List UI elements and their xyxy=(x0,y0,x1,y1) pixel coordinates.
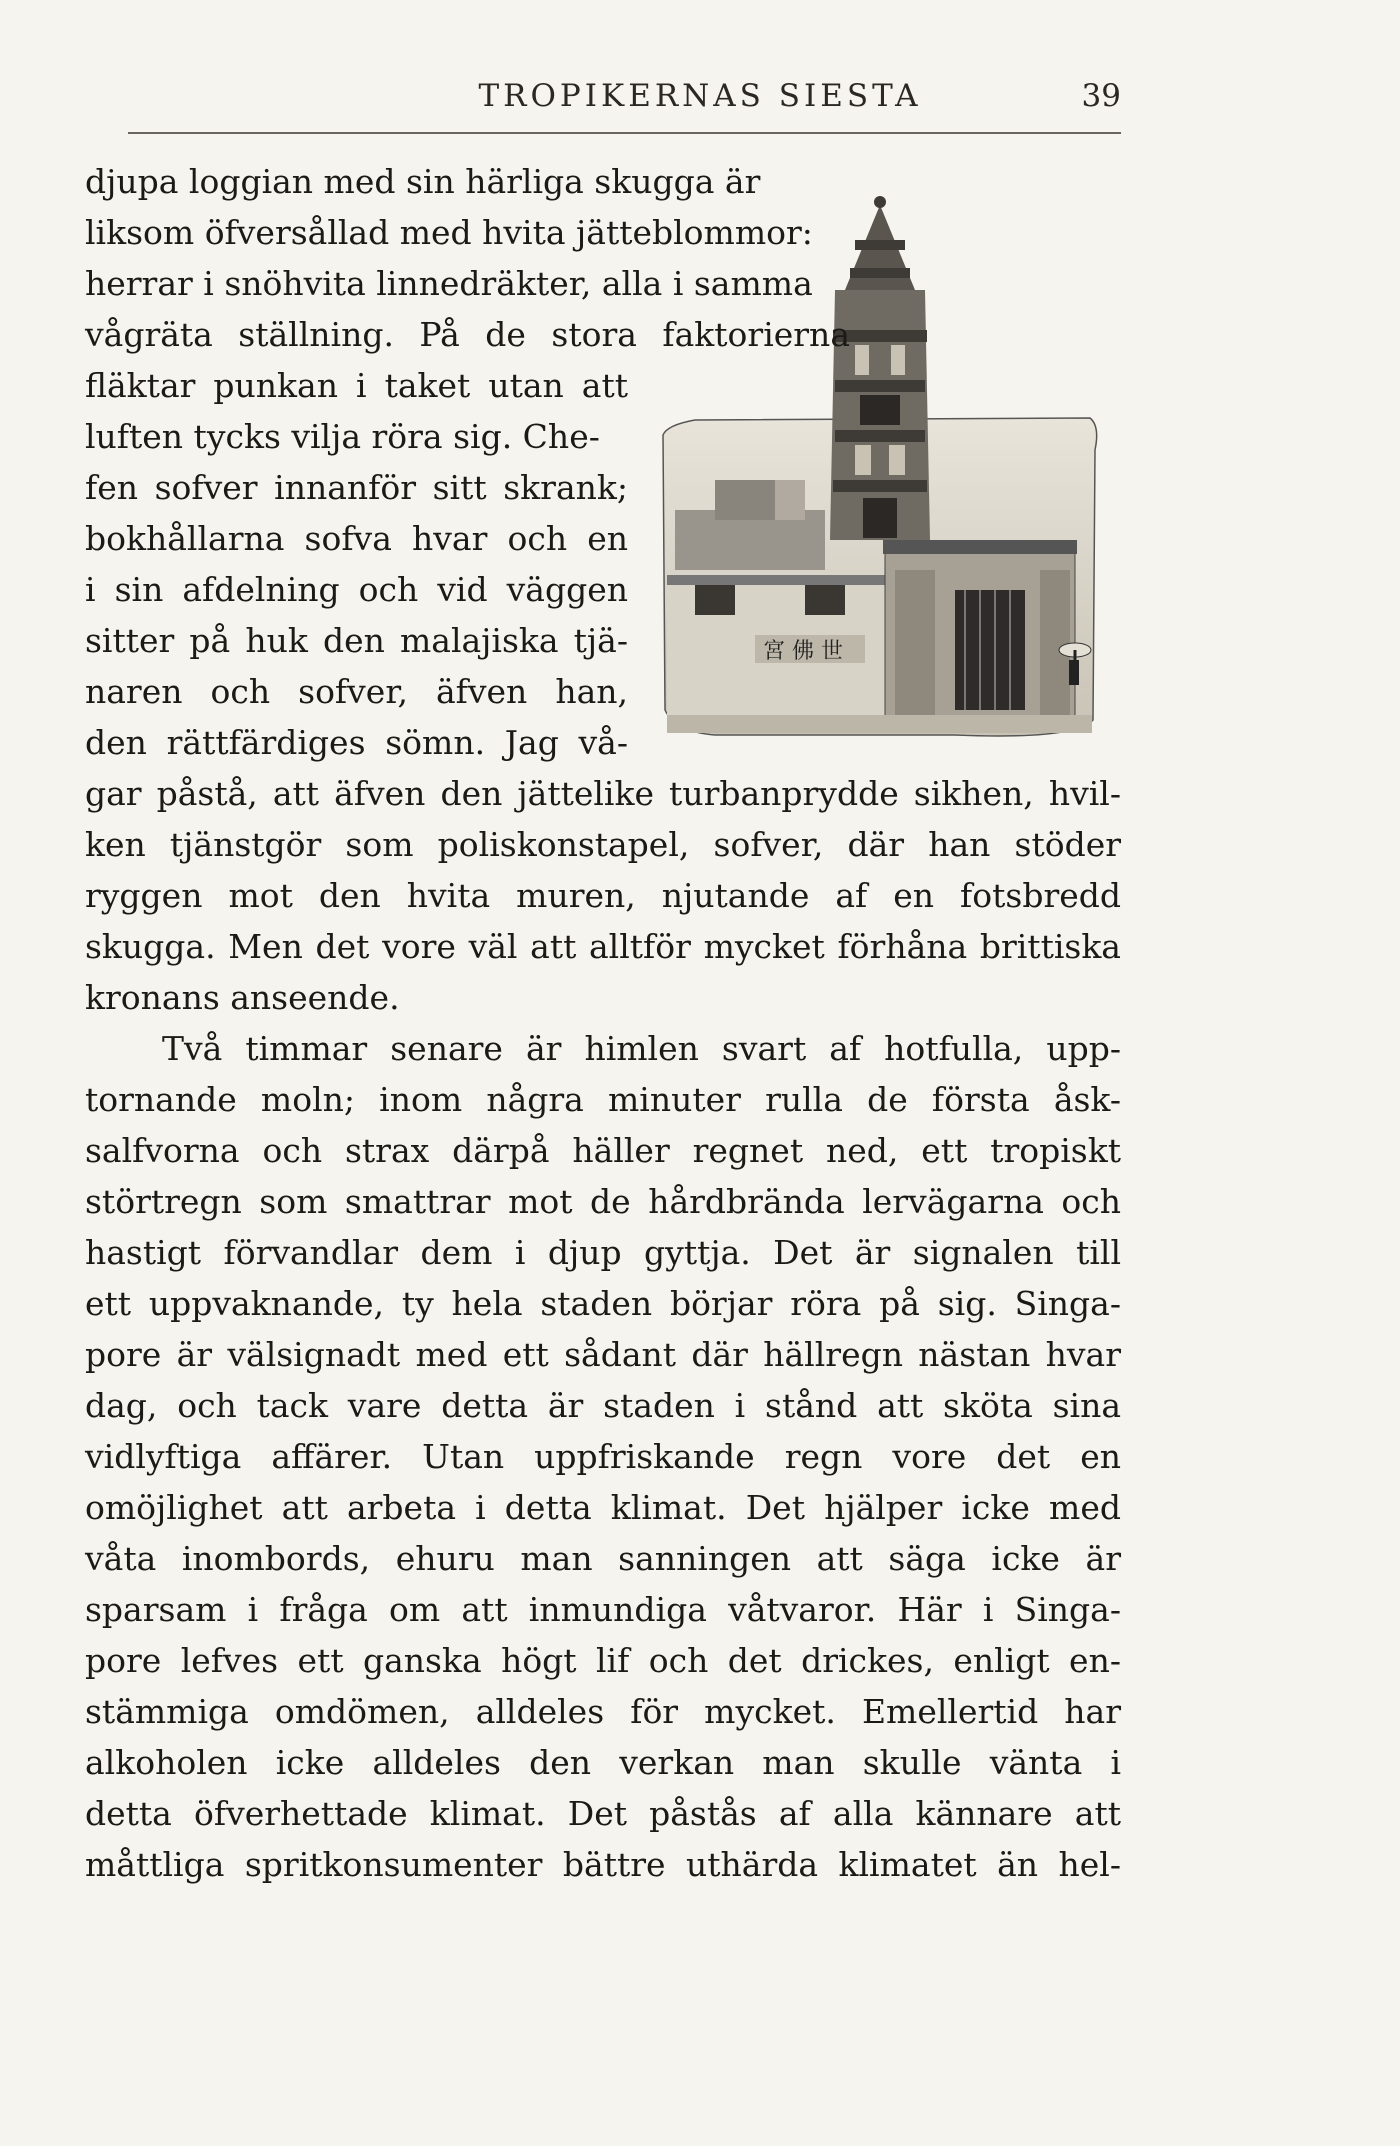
text-line: pore är välsignadt med ett sådant där hällregn nästan hvar xyxy=(85,1335,1121,1374)
text-line: salfvorna och strax därpå häller regnet ned, ett tropiskt xyxy=(85,1131,1121,1170)
text-line: detta öfverhettade klimat. Det påstås af alla kännare att xyxy=(85,1794,1121,1833)
text-line: ryggen mot den hvita muren, njutande af en fotsbredd xyxy=(85,876,1121,915)
text-line: liksom öfversållad med hvita jätteblommor: xyxy=(85,213,813,252)
text-line: kronans anseende. xyxy=(85,978,400,1017)
text-line: ett uppvaknande, ty hela staden börjar röra på sig. Singa- xyxy=(85,1284,1121,1323)
running-title: TROPIKERNAS SIESTA xyxy=(478,78,922,114)
text-line: herrar i snöhvita linnedräkter, alla i samma xyxy=(85,264,813,303)
text-line: våta inombords, ehuru man sanningen att säga icke är xyxy=(85,1539,1121,1578)
text-line: luften tycks vilja röra sig. Che- xyxy=(85,417,600,456)
text-line: naren och sofver, äfven han, xyxy=(85,672,628,711)
text-line: dag, och tack vare detta är staden i stånd att sköta sina xyxy=(85,1386,1121,1425)
text-line: tornande moln; inom några minuter rulla de första åsk- xyxy=(85,1080,1121,1119)
text-line: djupa loggian med sin härliga skugga är xyxy=(85,162,761,201)
text-line: måttliga spritkonsumenter bättre uthärda klimatet än hel- xyxy=(85,1845,1121,1884)
text-line: ken tjänstgör som poliskonstapel, sofver, där han stöder xyxy=(85,825,1121,864)
wall-inscription: 宮 佛 世 xyxy=(763,639,843,664)
text-line: sparsam i fråga om att inmundiga våtvaror. Här i Singa- xyxy=(85,1590,1121,1629)
text-line: hastigt förvandlar dem i djup gyttja. Det är signalen till xyxy=(85,1233,1121,1272)
header-rule xyxy=(128,132,1121,134)
text-line: den rättfärdiges sömn. Jag vå- xyxy=(85,723,628,762)
text-line: omöjlighet att arbeta i detta klimat. Det hjälper icke med xyxy=(85,1488,1121,1527)
text-line: vågräta ställning. På de stora faktorierna xyxy=(85,315,850,354)
text-line: vidlyftiga affärer. Utan uppfriskande regn vore det en xyxy=(85,1437,1121,1476)
text-line: Två timmar senare är himlen svart af hotfulla, upp- xyxy=(162,1029,1121,1068)
text-line: skugga. Men det vore väl att alltför mycket förhåna brittiska xyxy=(85,927,1121,966)
text-line: fläktar punkan i taket utan att xyxy=(85,366,628,405)
text-line: fen sofver innanför sitt skrank; xyxy=(85,468,628,507)
text-line: störtregn som smattrar mot de hårdbrända lervägarna och xyxy=(85,1182,1121,1221)
text-line: sitter på huk den malajiska tjä- xyxy=(85,621,628,660)
text-line: gar påstå, att äfven den jättelike turbanprydde sikhen, hvil- xyxy=(85,774,1121,813)
text-line: stämmiga omdömen, alldeles för mycket. Emellertid har xyxy=(85,1692,1121,1731)
text-line: i sin afdelning och vid väggen xyxy=(85,570,628,609)
text-line: pore lefves ett ganska högt lif och det drickes, enligt en- xyxy=(85,1641,1121,1680)
text-line: bokhållarna sofva hvar och en xyxy=(85,519,628,558)
text-line: alkoholen icke alldeles den verkan man skulle vänta i xyxy=(85,1743,1121,1782)
page-number: 39 xyxy=(1081,78,1121,114)
